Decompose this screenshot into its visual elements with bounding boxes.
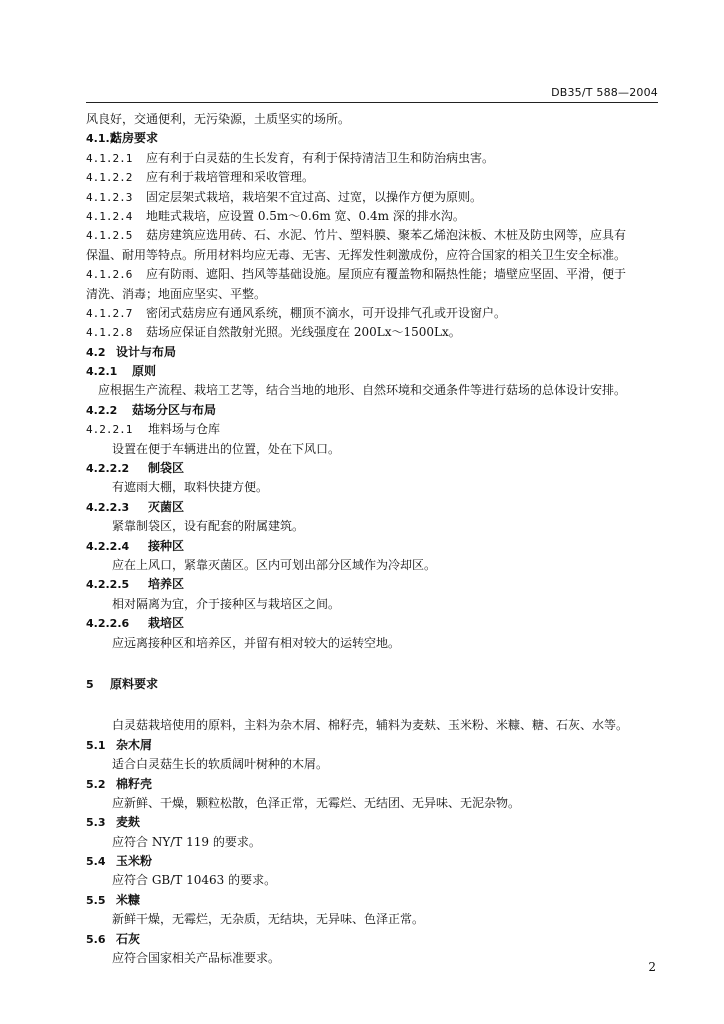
clause-item: [86, 188, 658, 207]
header-rule: [86, 102, 658, 103]
clause-number: 4.2.2.6: [86, 617, 130, 631]
clause-number: 4.1.2.4: [86, 209, 133, 223]
section-heading: [86, 675, 658, 694]
body-text-line: 应在上风口，紧靠灭菌区。区内可划出部分区域作为冷却区。: [112, 557, 437, 572]
clause-number: 4.1.2.5: [86, 229, 133, 243]
body-text-line: 应符合 NY/T 119 的要求。: [112, 834, 261, 849]
clause-item: [86, 265, 658, 284]
clause-item: [86, 323, 658, 342]
section-heading: [86, 736, 658, 755]
clause-text: 地畦式栽培，应设置 0.5m～0.6m 宽、0.4m 深的排水沟。: [146, 208, 465, 223]
section-heading: [86, 930, 658, 949]
document-code: DB35/T 588—2004: [551, 86, 658, 99]
section-heading: [86, 459, 658, 478]
body-text-line: 保温、耐用等特点。所用材料均应无毒、无害、无挥发性刺激成份，应符合国家的相关卫生安全标准。: [86, 247, 627, 262]
body-text-line: 白灵菇栽培使用的原料，主料为杂木屑、棉籽壳，辅料为麦麸、玉米粉、米糠、糖、石灰、水等。: [112, 718, 629, 733]
clause-number: 4.2.1: [86, 365, 118, 379]
clause-title: 原则: [132, 364, 157, 379]
clause-title: 麦麸: [116, 815, 141, 830]
section-heading: [86, 891, 658, 910]
clause-text: 固定层架式栽培，栽培架不宜过高、过宽，以操作方便为原则。: [146, 189, 483, 204]
clause-text: 菇房建筑应选用砖、石、水泥、竹片、塑料膜、聚苯乙烯泡沫板、木桩及防虫网等，应具有: [146, 228, 627, 243]
clause-title: 米糠: [116, 892, 141, 907]
body-text-line: 应根据生产流程、栽培工艺等，结合当地的地形、自然环境和交通条件等进行菇场的总体设计安排。: [98, 383, 627, 398]
clause-item: [86, 226, 658, 245]
clause-title: 石灰: [116, 931, 141, 946]
body-text-line: 紧靠制袋区，设有配套的附属建筑。: [112, 519, 305, 534]
section-heading: [86, 575, 658, 594]
clause-number: 4.1.2.2: [86, 171, 133, 185]
clause-number: 4.1.2.1: [86, 151, 133, 165]
clause-title: 棉籽壳: [116, 776, 153, 791]
clause-number: 5: [86, 677, 94, 691]
section-heading: [86, 401, 658, 420]
clause-number: 5.3: [86, 816, 106, 830]
clause-number: 4.1.2.6: [86, 268, 133, 282]
clause-text: 菇场应保证自然散射光照。光线强度在 200Lx～1500Lx。: [146, 325, 461, 340]
clause-item: [86, 149, 658, 168]
clause-number: 4.2: [86, 345, 106, 359]
clause-title: 培养区: [148, 577, 185, 592]
section-spacer: [86, 694, 658, 716]
clause-item: [86, 168, 658, 187]
clause-number: 4.1.2.8: [86, 326, 133, 340]
clause-number: 5.5: [86, 893, 106, 907]
clause-number: 4.2.2.4: [86, 539, 130, 553]
body-text-line: 风良好，交通便利，无污染源，土质坚实的场所。: [86, 112, 351, 126]
section-heading: [86, 343, 658, 362]
clause-title: 栽培区: [148, 616, 185, 631]
body-text-line: 有遮雨大棚，取料快捷方便。: [112, 480, 269, 495]
clause-text: 应有利于栽培管理和采收管理。: [146, 170, 315, 185]
clause-title: 杂木屑: [116, 737, 153, 752]
body-text-line: 应符合 GB/T 10463 的要求。: [112, 873, 277, 888]
clause-number: 4.2.2.3: [86, 500, 130, 514]
body-text-line: 相对隔离为宜，介于接种区与栽培区之间。: [112, 596, 341, 611]
clause-number: 4.2.2: [86, 403, 118, 417]
section-heading: [86, 537, 658, 556]
clause-number: 4.2.2.1: [86, 423, 133, 437]
section-heading: [86, 614, 658, 633]
body-text-line: 清洗、消毒；地面应坚实、平整。: [86, 286, 267, 301]
clause-number: 4.1.2.3: [86, 190, 133, 204]
section-heading: [86, 775, 658, 794]
section-heading: [86, 498, 658, 517]
clause-text: 密闭式菇房应有通风系统，棚顶不滴水，可开设排气孔或开设窗户。: [146, 305, 507, 320]
clause-title: 制袋区: [148, 461, 185, 476]
page-content: [86, 110, 658, 968]
section-heading: [86, 362, 658, 381]
clause-text: 应有利于白灵菇的生长发育，有利于保持清洁卫生和防治病虫害。: [146, 150, 495, 165]
clause-number: 4.1.2: [86, 132, 118, 146]
clause-number: 4.2.2.2: [86, 462, 130, 476]
page-number: 2: [648, 960, 656, 974]
body-text-line: 应新鲜、干燥，颗粒松散，色泽正常，无霉烂、无结团、无异味、无泥杂物。: [112, 795, 521, 810]
section-heading: [86, 852, 658, 871]
clause-title: 玉米粉: [116, 854, 153, 869]
clause-title: 原料要求: [110, 676, 159, 691]
clause-number: 4.1.2.7: [86, 306, 133, 320]
clause-number: 5.6: [86, 932, 106, 946]
clause-item: [86, 207, 658, 226]
clause-number: 4.2.2.5: [86, 578, 130, 592]
clause-item: [86, 304, 658, 323]
clause-text: 应有防雨、遮阳、挡风等基础设施。屋顶应有覆盖物和隔热性能；墙壁应坚固、平滑，便于: [146, 267, 627, 282]
clause-number: 5.4: [86, 855, 106, 869]
clause-text: 堆料场与仓库: [148, 422, 221, 437]
clause-title: 灭菌区: [148, 499, 185, 514]
section-heading: [86, 813, 658, 832]
clause-title: 菇房要求: [110, 131, 159, 146]
body-text-line: 适合白灵菇生长的软质阔叶树种的木屑。: [112, 757, 329, 772]
section-heading: [86, 129, 658, 148]
section-spacer: [86, 653, 658, 675]
clause-title: 菇场分区与布局: [132, 402, 217, 417]
clause-title: 接种区: [148, 538, 185, 553]
body-text-line: 应符合国家相关产品标准要求。: [112, 951, 281, 966]
clause-number: 5.2: [86, 777, 106, 791]
clause-title: 设计与布局: [116, 344, 177, 359]
clause-number: 5.1: [86, 738, 106, 752]
body-text-line: 新鲜干燥，无霉烂，无杂质，无结块，无异味、色泽正常。: [112, 912, 425, 927]
body-text-line: 应远离接种区和培养区，并留有相对较大的运转空地。: [112, 635, 401, 650]
body-text-line: 设置在便于车辆进出的位置，处在下风口。: [112, 441, 341, 456]
clause-item: [86, 420, 658, 439]
